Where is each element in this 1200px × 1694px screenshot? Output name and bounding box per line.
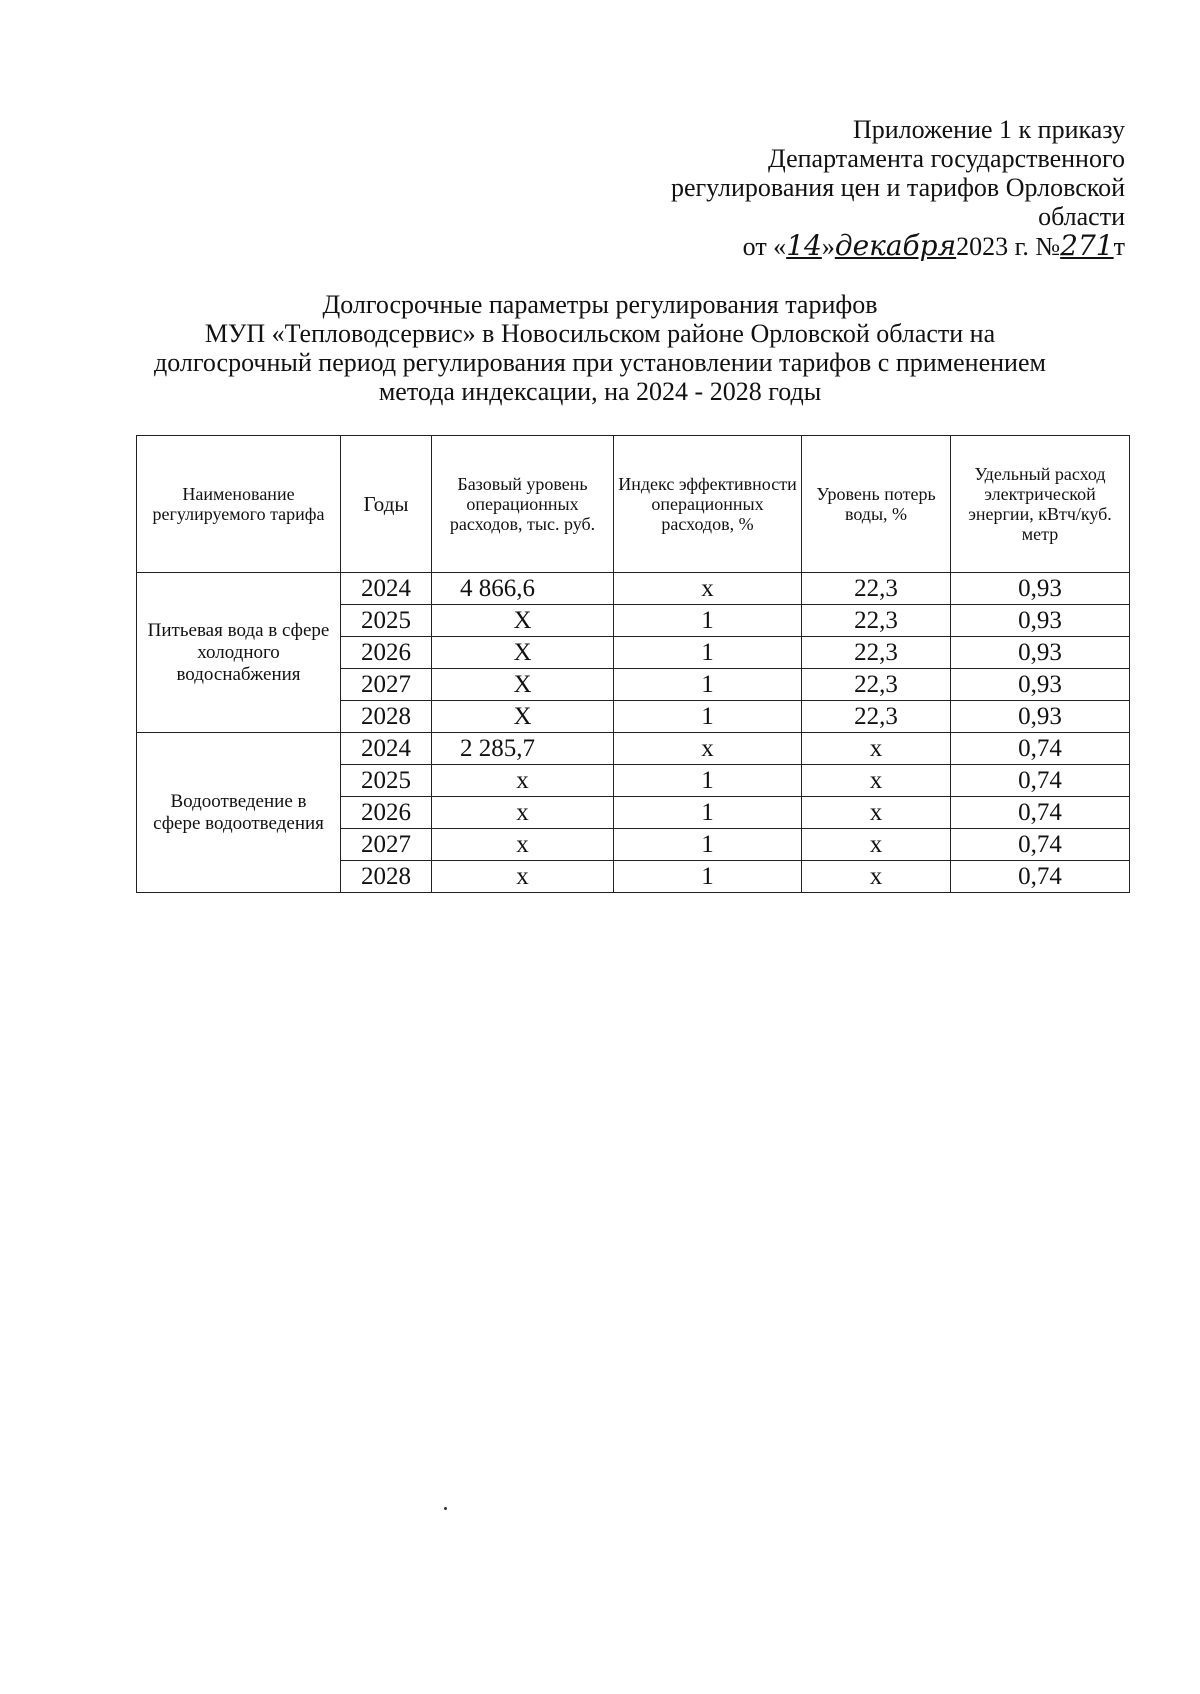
header-line-3: регулирования цен и тарифов Орловской: [670, 173, 1125, 202]
header-efficiency-index: Индекс эффективности операционных расходов, %: [614, 436, 802, 573]
handwritten-order-number: 271: [1060, 229, 1114, 262]
year-cell: 2024: [341, 573, 432, 605]
document-title: [145, 290, 1055, 406]
energy-cell: 0,93: [951, 573, 1130, 605]
date-prefix: от «: [742, 232, 787, 261]
year-cell: 2026: [341, 797, 432, 829]
energy-cell: 0,93: [951, 701, 1130, 733]
index-cell: х: [614, 573, 802, 605]
title-line-3: долгосрочный период регулирования при установлении тарифов с применением: [154, 348, 1046, 377]
energy-cell: 0,93: [951, 605, 1130, 637]
energy-cell: 0,74: [951, 765, 1130, 797]
date-mid: »: [821, 232, 835, 261]
table-header-row: [137, 436, 1130, 573]
table-row: [137, 573, 1130, 605]
base-cell: Х: [432, 637, 614, 669]
header-years: Годы: [341, 436, 432, 573]
tariff-parameters-table: [136, 435, 1130, 893]
loss-cell: 22,3: [802, 605, 951, 637]
base-cell: 4 866,6: [432, 573, 614, 605]
year-cell: 2028: [341, 861, 432, 893]
index-cell: 1: [614, 701, 802, 733]
year-cell: 2026: [341, 637, 432, 669]
loss-cell: х: [802, 861, 951, 893]
year-cell: 2027: [341, 829, 432, 861]
energy-cell: 0,93: [951, 637, 1130, 669]
index-cell: 1: [614, 861, 802, 893]
base-cell: х: [432, 829, 614, 861]
base-cell: 2 285,7: [432, 733, 614, 765]
loss-cell: х: [802, 797, 951, 829]
loss-cell: х: [802, 829, 951, 861]
energy-cell: 0,74: [951, 733, 1130, 765]
year-cell: 2025: [341, 605, 432, 637]
loss-cell: 22,3: [802, 637, 951, 669]
base-cell: х: [432, 765, 614, 797]
group-name-cell: Питьевая вода в сфере холодного водоснабжения: [137, 573, 341, 733]
scan-speck: [444, 1507, 447, 1510]
header-water-loss: Уровень потерь воды, %: [802, 436, 951, 573]
loss-cell: 22,3: [802, 573, 951, 605]
header-energy-use: Удельный расход электрической энергии, кВтч/куб. метр: [951, 436, 1130, 573]
index-cell: х: [614, 733, 802, 765]
title-line-2: МУП «Тепловодсервис» в Новосильском районе Орловской области на: [204, 319, 996, 348]
loss-cell: 22,3: [802, 669, 951, 701]
index-cell: 1: [614, 829, 802, 861]
year-cell: 2028: [341, 701, 432, 733]
index-cell: 1: [614, 765, 802, 797]
base-cell: Х: [432, 605, 614, 637]
header-base-opex: Базовый уровень операционных расходов, тыс. руб.: [432, 436, 614, 573]
header-line-1: Приложение 1 к приказу: [852, 115, 1125, 144]
header-line-2: Департамента государственного: [768, 144, 1125, 173]
handwritten-month: декабря: [834, 229, 957, 262]
table-row: [137, 733, 1130, 765]
order-suffix: т: [1113, 232, 1125, 261]
index-cell: 1: [614, 669, 802, 701]
index-cell: 1: [614, 637, 802, 669]
handwritten-day: 14: [786, 229, 822, 262]
index-cell: 1: [614, 797, 802, 829]
title-line-1: Долгосрочные параметры регулирования тарифов: [322, 290, 878, 319]
order-date-line: [505, 231, 1125, 261]
date-year: 2023 г. №: [956, 232, 1061, 261]
energy-cell: 0,74: [951, 797, 1130, 829]
group-name-cell: Водоотведение в сфере водоотведения: [137, 733, 341, 893]
energy-cell: 0,93: [951, 669, 1130, 701]
base-cell: х: [432, 797, 614, 829]
header-tariff-name: Наименование регулируемого тарифа: [137, 436, 341, 573]
year-cell: 2025: [341, 765, 432, 797]
index-cell: 1: [614, 605, 802, 637]
energy-cell: 0,74: [951, 861, 1130, 893]
base-cell: х: [432, 861, 614, 893]
appendix-header: [505, 115, 1125, 261]
energy-cell: 0,74: [951, 829, 1130, 861]
year-cell: 2024: [341, 733, 432, 765]
header-line-4: области: [1038, 202, 1125, 231]
loss-cell: 22,3: [802, 701, 951, 733]
base-cell: Х: [432, 701, 614, 733]
base-cell: Х: [432, 669, 614, 701]
year-cell: 2027: [341, 669, 432, 701]
title-line-4: метода индексации, на 2024 - 2028 годы: [378, 377, 822, 406]
loss-cell: х: [802, 765, 951, 797]
loss-cell: х: [802, 733, 951, 765]
